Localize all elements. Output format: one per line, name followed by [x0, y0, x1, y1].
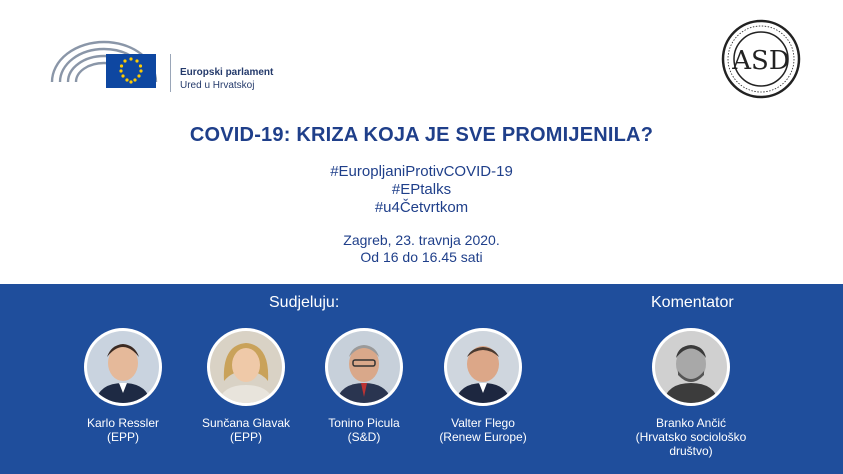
ep-name: Europski parlament: [180, 67, 274, 78]
event-time: Od 16 do 16.45 sati: [360, 249, 483, 265]
participant-affiliation: (EPP): [229, 430, 262, 444]
participant-name: Valter Flego: [451, 416, 515, 430]
avatar: [444, 328, 522, 406]
ep-office: Ured u Hrvatskoj: [180, 80, 255, 91]
commentator-name: Branko Ančić: [655, 416, 727, 430]
hashtag: #u4Četvrtkom: [374, 199, 469, 216]
commentator-label: Komentator: [651, 294, 734, 311]
participant-name: Sunčana Glavak: [201, 416, 291, 430]
avatar: [325, 328, 403, 406]
asd-seal-logo: [720, 18, 802, 100]
participant-affiliation: (EPP): [106, 430, 139, 444]
participant-affiliation: (Renew Europe): [439, 430, 527, 444]
hashtag: #EuropljaniProtivCOVID-19: [330, 163, 513, 180]
commentator-card: [616, 328, 766, 458]
participant-card: [408, 328, 558, 444]
svg-text:ASD: ASD: [732, 46, 790, 76]
logo-divider: [170, 54, 171, 92]
avatar: [207, 328, 285, 406]
commentator-affiliation: (Hrvatsko sociološko društvo): [635, 430, 747, 458]
participants-label: Sudjeluju:: [269, 294, 340, 311]
avatar: [84, 328, 162, 406]
avatar: [652, 328, 730, 406]
participant-name: Karlo Ressler: [86, 416, 160, 430]
participant-affiliation: (S&D): [347, 430, 381, 444]
participant-name: Tonino Picula: [328, 416, 400, 430]
event-date: Zagreb, 23. travnja 2020.: [343, 232, 500, 248]
event-title: COVID-19: KRIZA KOJA JE SVE PROMIJENILA?: [189, 124, 654, 146]
european-parliament-logo: [44, 26, 164, 90]
hashtag: #EPtalks: [391, 181, 452, 198]
